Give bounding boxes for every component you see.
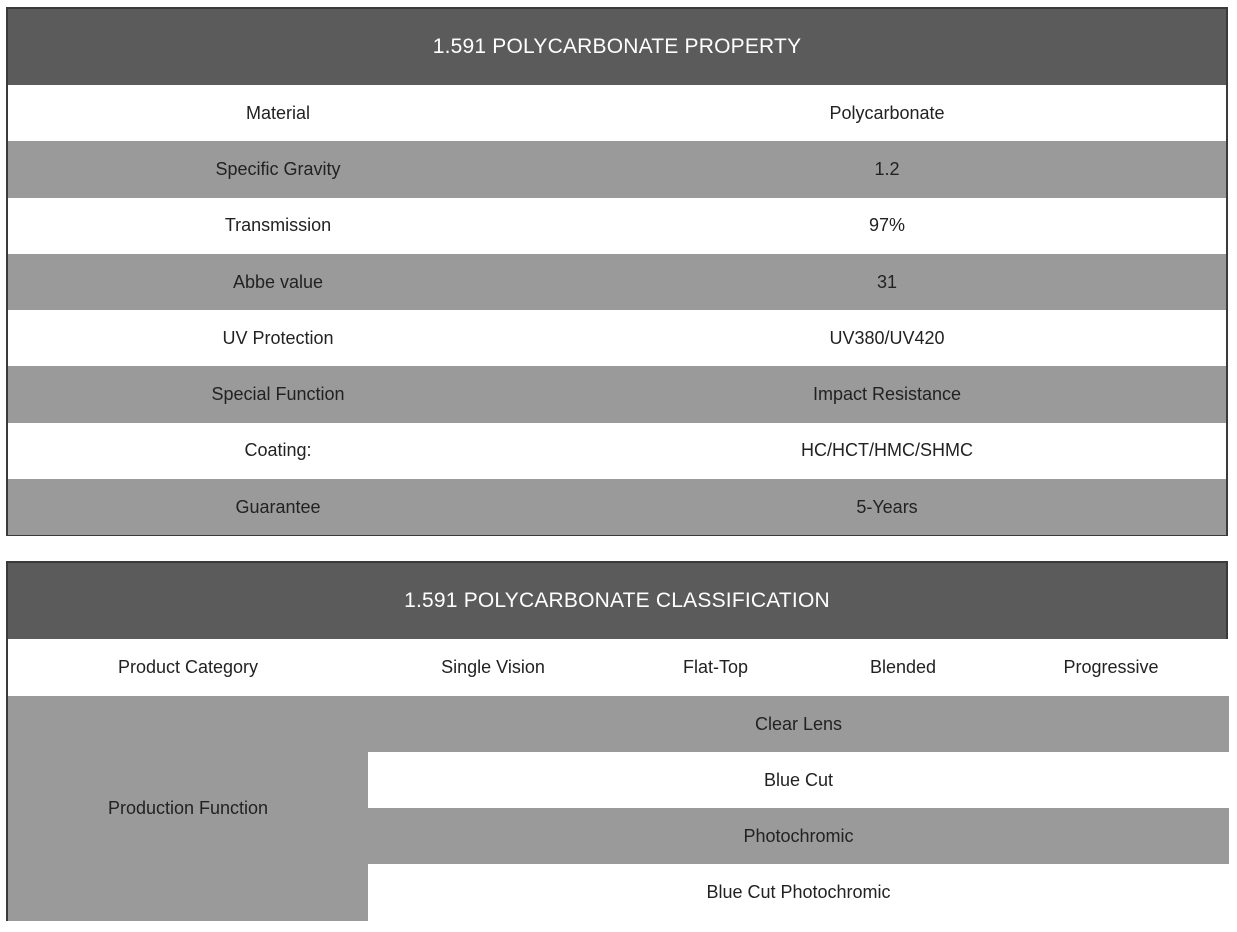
property-label: Coating: [244, 440, 312, 461]
classification-table [6, 561, 1228, 921]
category-flat-top: Flat-Top [682, 657, 749, 677]
property-row-specific-gravity [8, 141, 1226, 197]
classification-grid [8, 639, 1226, 919]
function-clear-lens: Clear Lens [368, 696, 1229, 752]
function-blue-cut-photochromic: Blue Cut Photochromic [368, 864, 1229, 921]
property-label: Material [245, 102, 311, 123]
function-blue-cut: Blue Cut [368, 752, 1229, 808]
property-label: Specific Gravity [215, 158, 341, 179]
category-progressive: Progressive [1063, 657, 1159, 677]
property-label: Special Function [211, 384, 345, 405]
property-row-material [8, 85, 1226, 141]
property-row-guarantee [8, 479, 1226, 535]
property-value: 5-Years [856, 496, 918, 517]
property-label: Guarantee [235, 496, 321, 517]
property-value: Polycarbonate [829, 102, 945, 123]
category-blended: Blended [869, 657, 937, 677]
property-value: Impact Resistance [812, 384, 962, 405]
property-row-special-function [8, 366, 1226, 422]
property-value: UV380/UV420 [829, 327, 945, 348]
property-table [6, 7, 1228, 536]
property-row-abbe-value [8, 254, 1226, 310]
property-row-coating [8, 423, 1226, 479]
classification-table-title: 1.591 POLYCARBONATE CLASSIFICATION [8, 563, 1226, 639]
property-label: Transmission [224, 215, 332, 236]
property-row-transmission [8, 198, 1226, 254]
property-value: 1.2 [874, 158, 900, 179]
property-table-title: 1.591 POLYCARBONATE PROPERTY [8, 9, 1226, 85]
product-category-options [368, 639, 1229, 696]
property-label: Abbe value [232, 271, 324, 292]
category-single-vision: Single Vision [441, 657, 545, 677]
property-value: 97% [868, 215, 906, 236]
property-value: 31 [876, 271, 898, 292]
property-label: UV Protection [222, 327, 334, 348]
product-category-label: Product Category [8, 639, 368, 696]
property-row-uv-protection [8, 310, 1226, 366]
production-function-label: Production Function [8, 696, 368, 921]
property-value: HC/HCT/HMC/SHMC [801, 440, 973, 461]
function-photochromic: Photochromic [368, 808, 1229, 864]
